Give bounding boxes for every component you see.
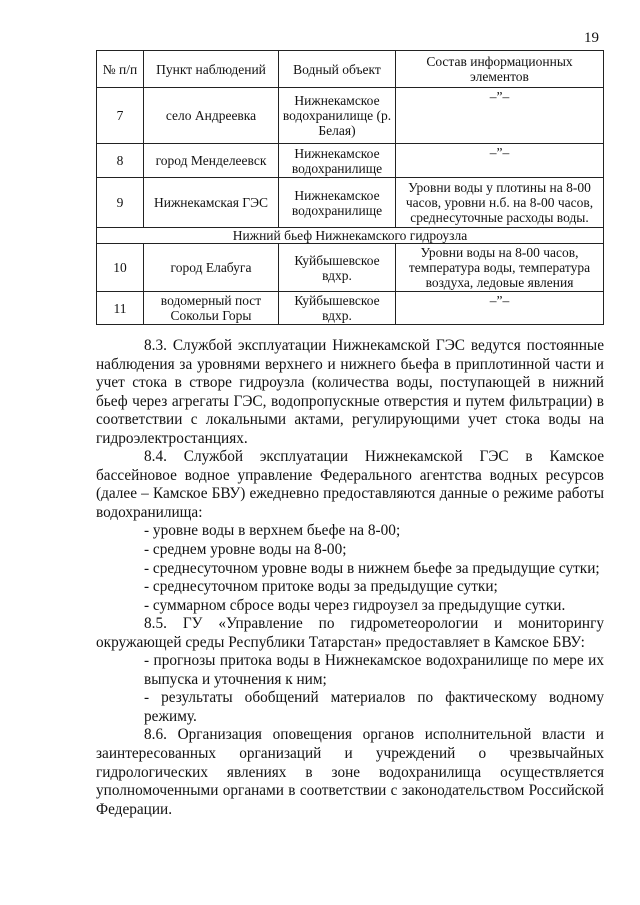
table-header-row [97,51,604,88]
cell-point: город Менделеевск [144,144,279,178]
cell-num: 7 [97,88,144,144]
paragraph-8-5: 8.5. ГУ «Управление по гидрометеорологии и мониторингу окружающей среды Республики Татарстан» предоставляет в Камское БВУ: [96,615,604,651]
cell-num: 9 [97,178,144,228]
cell-info: –”– [396,292,604,325]
table-row [97,244,604,292]
list-item: - среднесуточном притоке воды за предыдущие сутки; [144,578,498,596]
cell-info: Уровни воды у плотины на 8-00 часов, уровни н.б. на 8-00 часов, среднесуточные расходы воды. [396,178,604,228]
header-num: № п/п [97,51,144,88]
paragraph-8-6: 8.6. Организация оповещения органов исполнительной власти и заинтересованных организаций и учреждений о чрезвычайных гидрологических явлениях в зоне водохранилища осуществляется уполномоченными органами в соответствии с законодательством Российской Федерации. [96,726,604,818]
cell-water: Куйбышевское вдхр. [279,292,396,325]
document-body [96,337,604,819]
table-row [97,292,604,325]
cell-num: 11 [97,292,144,325]
table-section-row [97,228,604,244]
list-item: - среднем уровне воды на 8-00; [144,541,347,559]
cell-water: Нижнекамское водохранилище [279,144,396,178]
table-row [97,178,604,228]
cell-water: Нижнекамское водохранилище (р. Белая) [279,88,396,144]
cell-water: Нижнекамское водохранилище [279,178,396,228]
section-title: Нижний бьеф Нижнекамского гидроузла [97,228,604,244]
header-water: Водный объект [279,51,396,88]
list-item: - результаты обобщений материалов по фактическому водному режиму. [144,689,604,725]
cell-num: 10 [97,244,144,292]
list-item: - уровне воды в верхнем бьефе на 8-00; [144,522,401,540]
table-row [97,88,604,144]
cell-num: 8 [97,144,144,178]
list-item: - прогнозы притока воды в Нижнекамское водохранилище по мере их выпуска и уточнения к ним; [144,652,604,688]
observation-points-table [96,50,604,325]
list-item: - среднесуточном уровне воды в нижнем бьефе за предыдущие сутки; [144,559,600,577]
cell-point: село Андреевка [144,88,279,144]
cell-water: Куйбышевское вдхр. [279,244,396,292]
table-row [97,144,604,178]
cell-point: водомерный пост Сокольи Горы [144,292,279,325]
list-item: - суммарном сбросе воды через гидроузел за предыдущие сутки. [144,596,566,614]
paragraph-8-3: 8.3. Службой эксплуатации Нижнекамской ГЭС ведутся постоянные наблюдения за уровнями верхнего и нижнего бьефа в приплотинной части и учет стока в створе гидроузла (количества воды, поступающей в нижний бьеф через агрегаты ГЭС, водопропускные отверстия и путем фильтрации) в соответствии с локальными актами, регулирующими учет стока воды на гидроэлектростанциях. [96,337,604,447]
cell-point: город Елабуга [144,244,279,292]
header-info: Состав информационных элементов [396,51,604,88]
paragraph-8-4: 8.4. Службой эксплуатации Нижнекамской ГЭС в Камское бассейновое водное управление Федерального агентства водных ресурсов (далее – Камское БВУ) ежедневно предоставляются данные о режиме работы водохранилища: [96,448,604,521]
cell-info: Уровни воды на 8-00 часов, температура воды, температура воздуха, ледовые явления [396,244,604,292]
cell-info: –”– [396,88,604,144]
header-point: Пункт наблюдений [144,51,279,88]
cell-point: Нижнекамская ГЭС [144,178,279,228]
cell-info: –”– [396,144,604,178]
page-number: 19 [584,30,599,46]
